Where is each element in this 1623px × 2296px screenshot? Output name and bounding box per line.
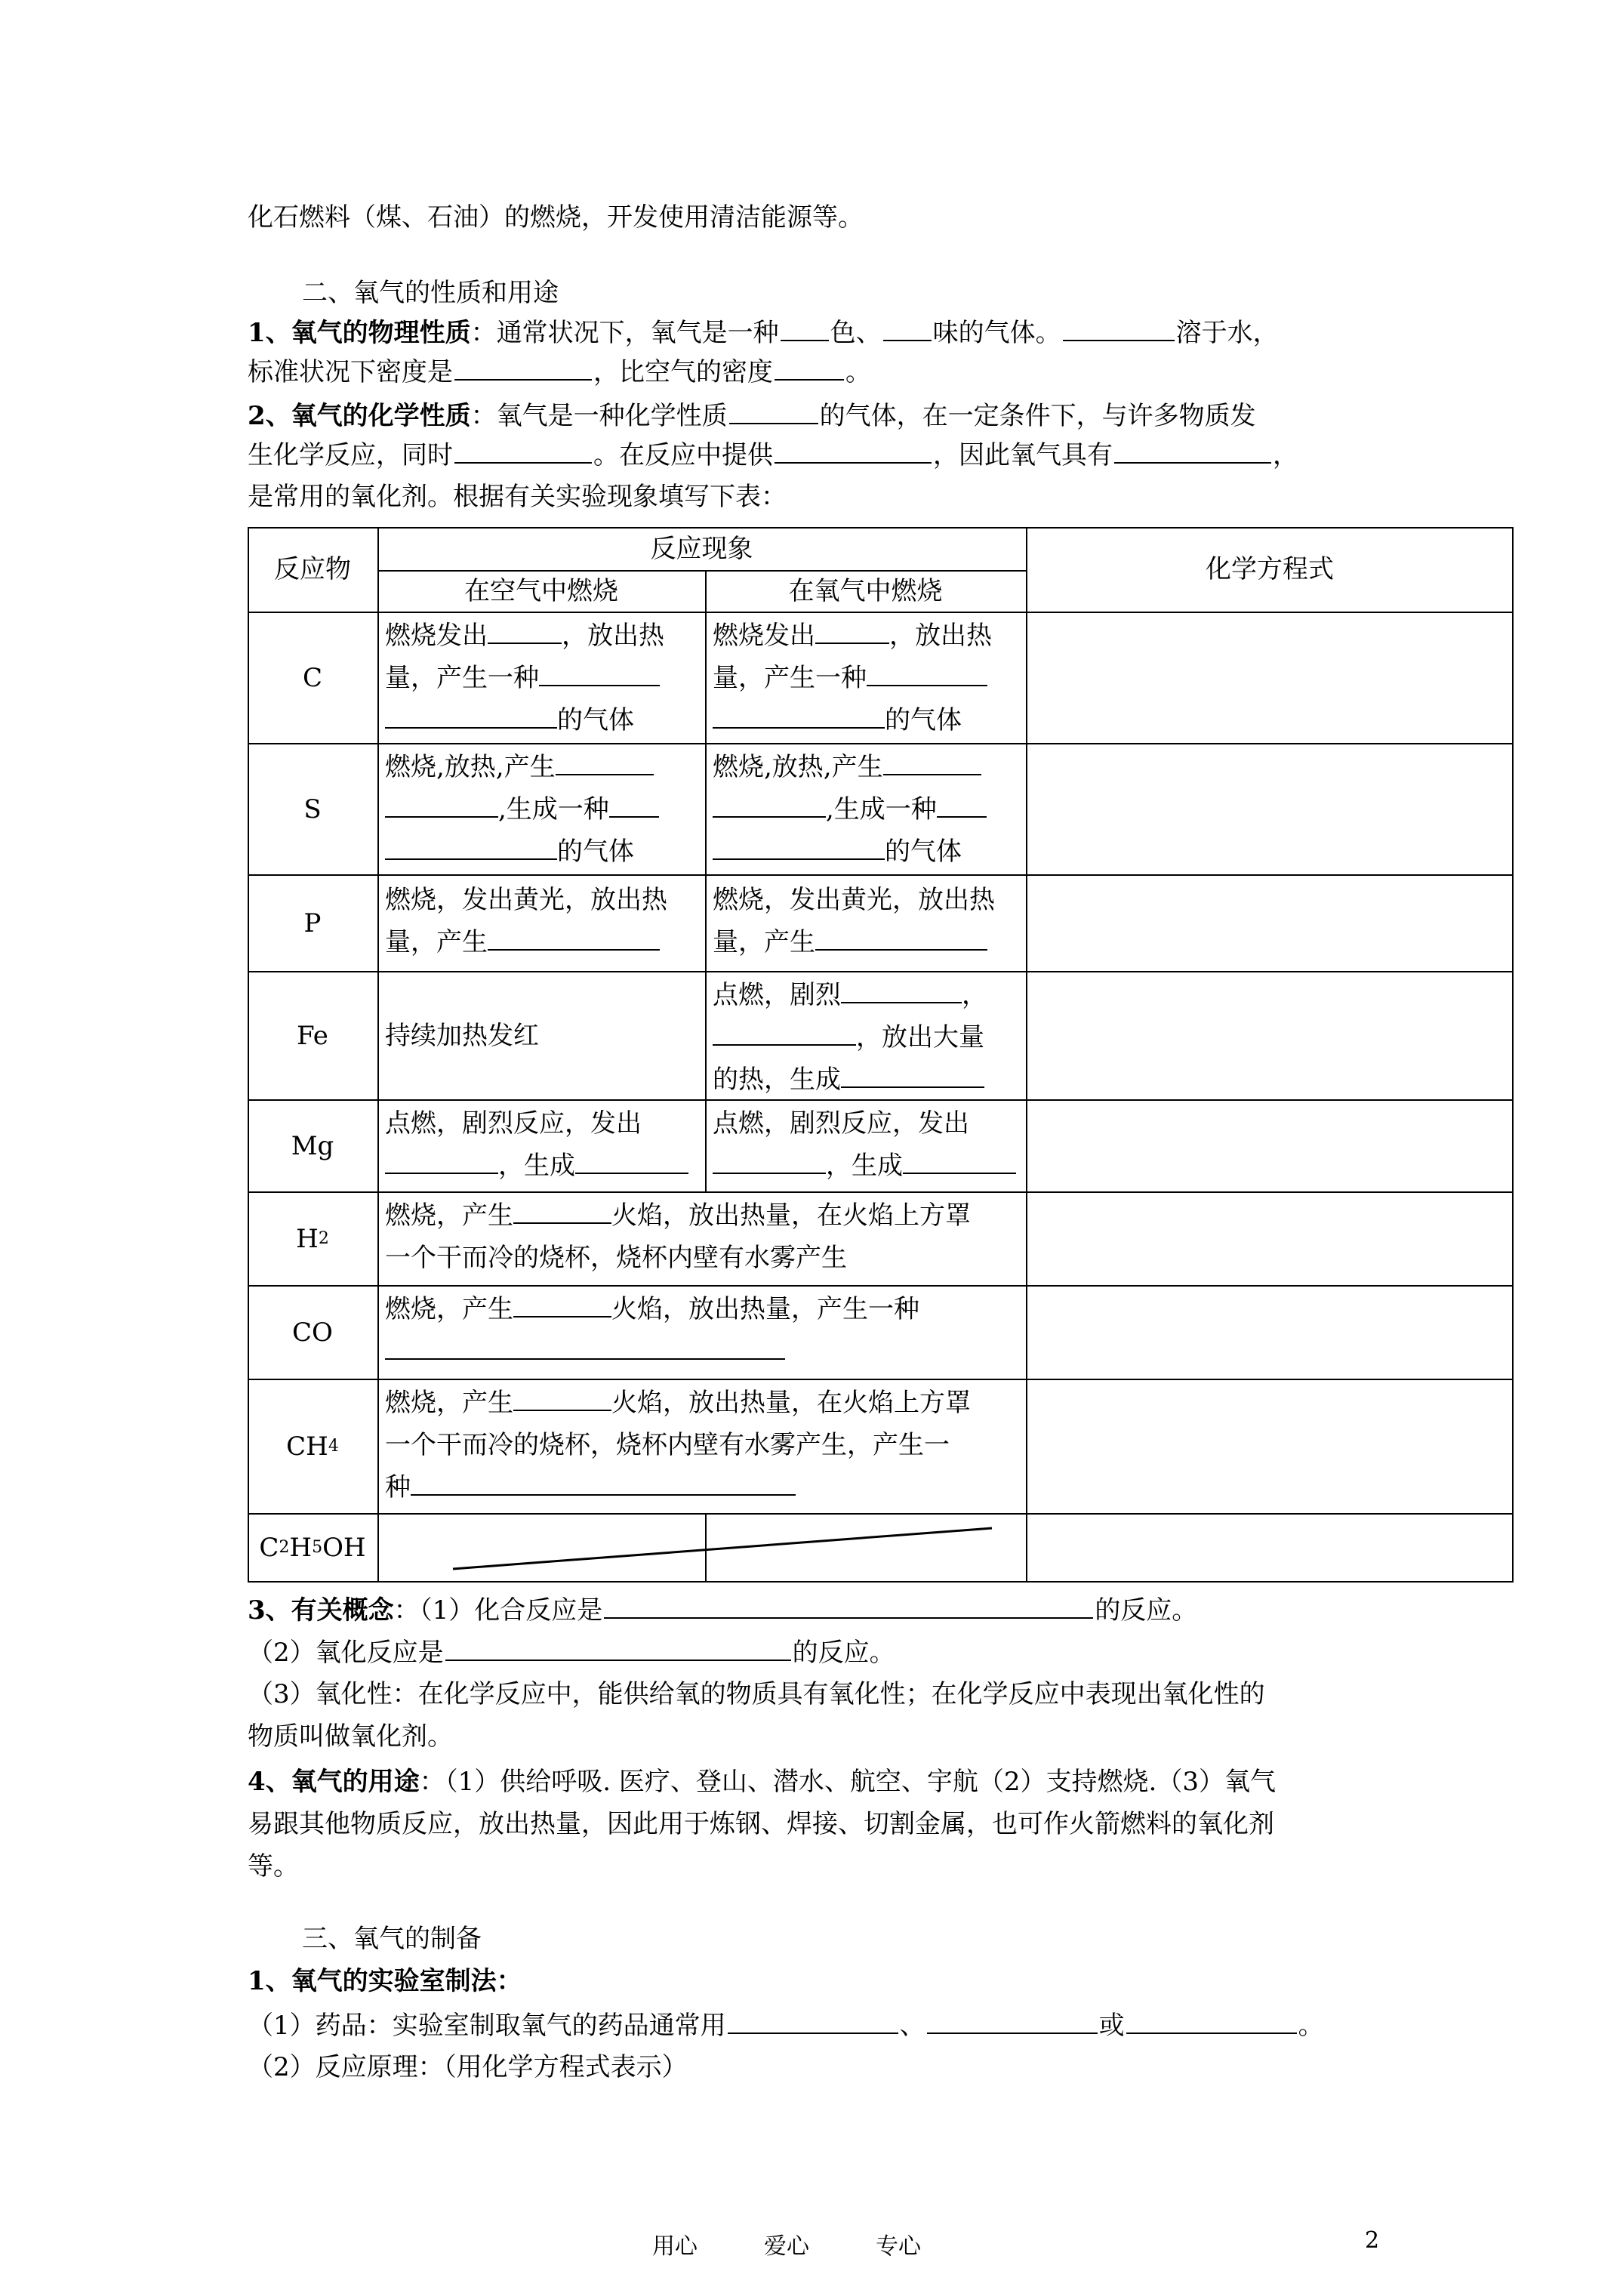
ch4-phenomenon: 燃烧，产生 火焰，放出热量，在火焰上方罩 一个干而冷的烧杯，烧杯内壁有水雾产生，产生一 种 [385, 1382, 1024, 1509]
reactant-c: C [302, 663, 322, 693]
drug-blank-3[interactable] [1126, 2010, 1297, 2034]
c2h5oh-strike-line [377, 1515, 1026, 1581]
p-air-phenomenon: 燃烧，发出黄光，放出热 量，产生 [385, 885, 667, 957]
uses-line-2: 易跟其他物质反应，放出热量，因此用于炼钢、焊接、切割金属，也可作火箭燃料的氧化剂 [248, 1809, 1274, 1839]
physical-properties-label: 1、氧气的物理性质 [248, 318, 471, 348]
reactant-h2: H 2 [296, 1224, 329, 1254]
concepts-line-4: 物质叫做氧化剂。 [248, 1721, 453, 1752]
h2-phenomenon: 燃烧，产生 火焰，放出热量，在火焰上方罩 一个干而冷的烧杯，烧杯内壁有水雾产生 [385, 1194, 1024, 1279]
concepts-line-2: （2）氧化反应是 的反应。 [248, 1638, 895, 1668]
property-blank[interactable] [1114, 439, 1271, 464]
reactant-p: P [303, 908, 322, 938]
physical-properties-line-2: 标准状况下密度是 ，比空气的密度 。 [248, 357, 871, 387]
reactant-ch4: CH 4 [286, 1432, 339, 1462]
co-phenomenon: 燃烧，产生 火焰，放出热量，产生一种 [385, 1288, 1024, 1373]
fe-air-phenomenon: 持续加热发红 [385, 1021, 539, 1051]
header-burn-in-oxygen: 在氧气中燃烧 [788, 575, 943, 606]
footer-motto-3: 专心 [876, 2233, 921, 2260]
color-blank[interactable] [781, 317, 829, 341]
lab-method-label: 1、氧气的实验室制法： [248, 1966, 522, 1996]
mg-air-phenomenon: 点燃，剧烈反应，发出 ，生成 [385, 1102, 702, 1187]
uses-line-1: 4、氧气的用途：（1）供给呼吸. 医疗、登山、潜水、航空、宇航（2）支持燃烧.（3）氧气 [248, 1767, 1276, 1797]
chemical-properties-label: 2、氧气的化学性质 [248, 401, 471, 431]
concepts-label: 3、有关概念 [248, 1595, 394, 1626]
physical-properties-line-1: 1、氧气的物理性质：通常状况下，氧气是一种 色、 味的气体。 溶于水， [248, 318, 1279, 348]
reactant-fe: Fe [297, 1021, 328, 1051]
chem-activity-blank[interactable] [729, 400, 818, 424]
density-blank[interactable] [454, 356, 592, 381]
p-oxygen-phenomenon: 燃烧，发出黄光，放出热 量，产生 [713, 885, 995, 957]
chemical-properties-line-2: 生化学反应，同时 。在反应中提供 ，因此氧气具有 ， [248, 440, 1298, 470]
release-blank[interactable] [454, 439, 592, 464]
fe-oxygen-phenomenon: 点燃，剧烈 ， ，放出大量 的热，生成 [713, 974, 1024, 1101]
solubility-blank[interactable] [1063, 317, 1175, 341]
drug-blank-1[interactable] [728, 2010, 898, 2034]
combination-reaction-blank[interactable] [604, 1595, 1093, 1619]
concepts-line-1: 3、有关概念：（1）化合反应是 的反应。 [248, 1595, 1198, 1626]
drug-blank-2[interactable] [927, 2010, 1098, 2034]
reactant-mg: Mg [291, 1131, 334, 1161]
footer-motto-1: 用心 [652, 2233, 698, 2260]
reaction-table [248, 527, 1514, 1583]
reactant-s: S [303, 794, 322, 824]
footer-motto-2: 爱心 [764, 2233, 809, 2260]
chemical-properties-line-3: 是常用的氧化剂。根据有关实验现象填写下表： [248, 482, 787, 512]
smell-blank[interactable] [883, 317, 932, 341]
c-air-phenomenon: 燃烧发出 ，放出热 量，产生一种 的气体 [385, 615, 702, 741]
header-reactant: 反应物 [274, 554, 351, 584]
reactant-co: CO [292, 1318, 333, 1348]
reactant-c2h5oh: C 2 H 5 OH [259, 1533, 366, 1563]
drugs-line: （1）药品：实验室制取氧气的药品通常用 、 或 。 [248, 2011, 1324, 2041]
chemical-properties-line-1: 2、氧气的化学性质：氧气是一种化学性质 的气体，在一定条件下，与许多物质发 [248, 401, 1256, 431]
c-oxygen-phenomenon: 燃烧发出 ，放出热 量，产生一种 的气体 [713, 615, 1024, 741]
principle-line: （2）反应原理：（用化学方程式表示） [248, 2052, 688, 2082]
mg-oxygen-phenomenon: 点燃，剧烈反应，发出 ，生成 [713, 1102, 1024, 1187]
density-compare-blank[interactable] [775, 356, 844, 381]
uses-label: 4、氧气的用途 [248, 1767, 420, 1797]
header-burn-in-air: 在空气中燃烧 [464, 575, 618, 606]
s-oxygen-phenomenon: 燃烧,放热,产生 ,生成一种 的气体 [713, 746, 1024, 873]
s-air-phenomenon: 燃烧,放热,产生 ,生成一种 的气体 [385, 746, 702, 873]
concepts-line-3: （3）氧化性：在化学反应中，能供给氧的物质具有氧化性；在化学反应中表现出氧化性的 [248, 1679, 1265, 1709]
section-3-heading: 三、氧气的制备 [302, 1924, 482, 1954]
oxidation-reaction-blank[interactable] [445, 1637, 791, 1661]
uses-line-3: 等。 [248, 1851, 299, 1881]
intro-line: 化石燃料（煤、石油）的燃烧，开发使用清洁能源等。 [248, 202, 864, 233]
section-2-heading: 二、氧气的性质和用途 [302, 278, 559, 308]
header-phenomena: 反应现象 [650, 533, 753, 564]
provide-blank[interactable] [775, 439, 932, 464]
page-number: 2 [1365, 2227, 1380, 2254]
header-equation: 化学方程式 [1206, 554, 1334, 584]
